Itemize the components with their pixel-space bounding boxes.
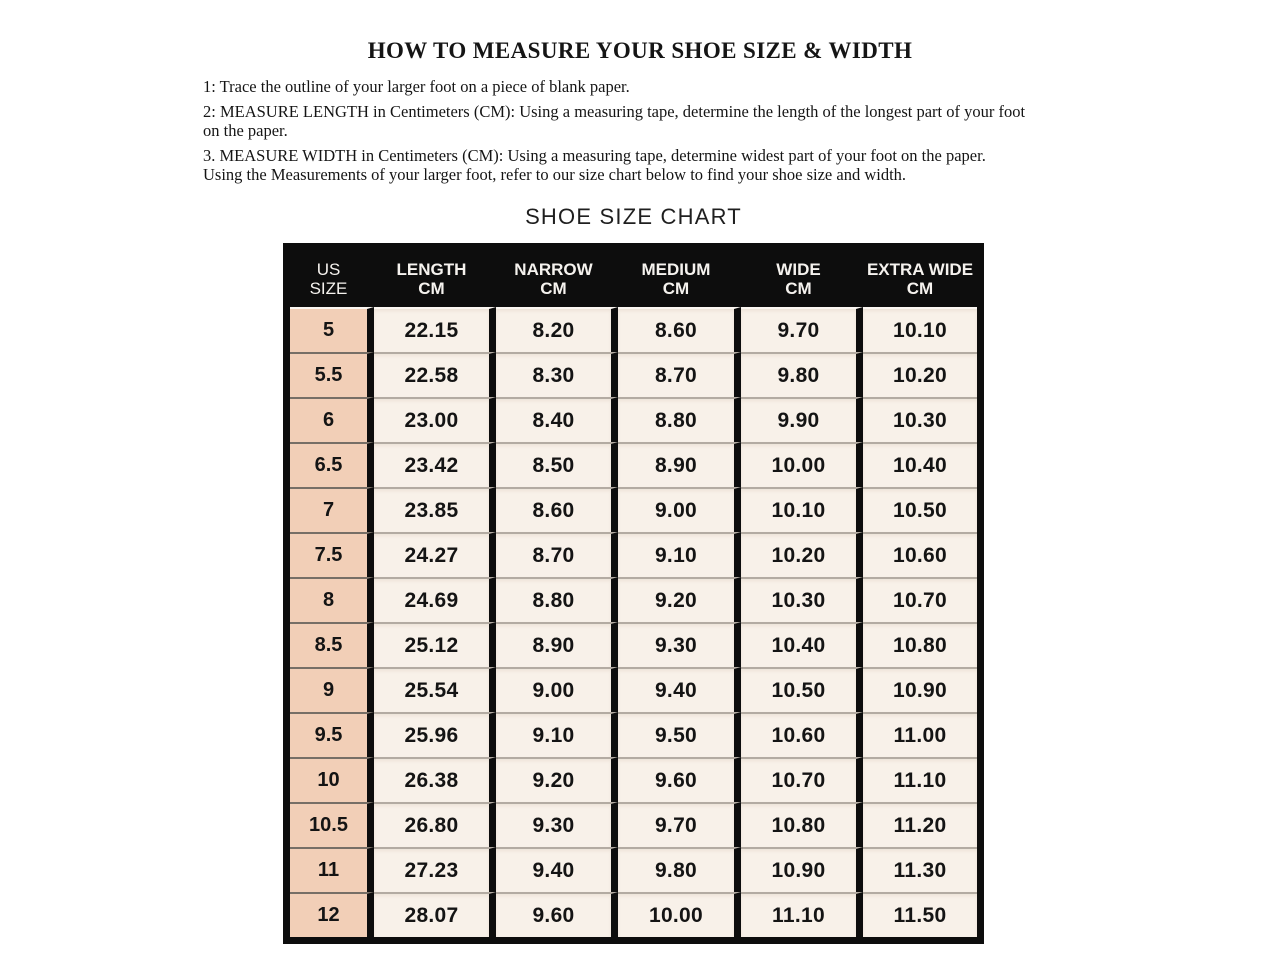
table-row [290, 802, 977, 847]
instruction-step-1: 1: Trace the outline of your larger foot on a piece of blank paper. [203, 77, 630, 96]
cell-narrow-cm: 8.90 [496, 622, 618, 667]
cell-extra-wide-cm: 10.90 [863, 667, 977, 712]
cell-medium-cm: 8.60 [618, 307, 741, 352]
table-row [290, 757, 977, 802]
cell-us-size: 11 [290, 847, 374, 892]
cell-narrow-cm: 8.50 [496, 442, 618, 487]
column-header-line: CM [418, 278, 445, 298]
cell-us-size: 6.5 [290, 442, 374, 487]
cell-narrow-cm: 8.30 [496, 352, 618, 397]
table-header-row [290, 250, 977, 307]
table-row [290, 397, 977, 442]
cell-wide-cm: 10.00 [741, 442, 863, 487]
cell-extra-wide-cm: 11.30 [863, 847, 977, 892]
cell-extra-wide-cm: 10.30 [863, 397, 977, 442]
cell-us-size: 8 [290, 577, 374, 622]
table-row [290, 712, 977, 757]
instruction-step-3: 3. MEASURE WIDTH in Centimeters (CM): Using a measuring tape, determine widest part of your foot on the paper. [203, 146, 986, 165]
cell-wide-cm: 10.90 [741, 847, 863, 892]
cell-length-cm: 25.12 [374, 622, 496, 667]
table-row [290, 532, 977, 577]
cell-wide-cm: 10.60 [741, 712, 863, 757]
column-header-line: US [316, 259, 341, 279]
instructions [203, 77, 1043, 184]
cell-extra-wide-cm: 10.50 [863, 487, 977, 532]
cell-wide-cm: 10.30 [741, 577, 863, 622]
cell-narrow-cm: 8.80 [496, 577, 618, 622]
cell-us-size: 9 [290, 667, 374, 712]
cell-medium-cm: 9.30 [618, 622, 741, 667]
cell-narrow-cm: 8.60 [496, 487, 618, 532]
cell-length-cm: 24.27 [374, 532, 496, 577]
column-header-line: NARROW [514, 259, 593, 279]
cell-length-cm: 22.58 [374, 352, 496, 397]
cell-narrow-cm: 8.70 [496, 532, 618, 577]
cell-length-cm: 23.42 [374, 442, 496, 487]
cell-narrow-cm: 9.40 [496, 847, 618, 892]
table-row [290, 487, 977, 532]
table-row [290, 352, 977, 397]
cell-length-cm: 26.38 [374, 757, 496, 802]
column-header-line: MEDIUM [641, 259, 711, 279]
cell-us-size: 10.5 [290, 802, 374, 847]
cell-medium-cm: 9.20 [618, 577, 741, 622]
cell-extra-wide-cm: 11.00 [863, 712, 977, 757]
cell-wide-cm: 10.10 [741, 487, 863, 532]
cell-medium-cm: 9.10 [618, 532, 741, 577]
cell-length-cm: 27.23 [374, 847, 496, 892]
cell-medium-cm: 9.50 [618, 712, 741, 757]
column-header-line: SIZE [309, 278, 348, 298]
cell-narrow-cm: 8.40 [496, 397, 618, 442]
cell-us-size: 5 [290, 307, 374, 352]
cell-wide-cm: 10.20 [741, 532, 863, 577]
table-row [290, 892, 977, 937]
cell-length-cm: 24.69 [374, 577, 496, 622]
cell-us-size: 9.5 [290, 712, 374, 757]
cell-extra-wide-cm: 10.70 [863, 577, 977, 622]
cell-us-size: 12 [290, 892, 374, 937]
cell-extra-wide-cm: 11.50 [863, 892, 977, 937]
cell-wide-cm: 10.70 [741, 757, 863, 802]
table-row [290, 307, 977, 352]
cell-us-size: 5.5 [290, 352, 374, 397]
cell-medium-cm: 9.00 [618, 487, 741, 532]
column-header-line: LENGTH [396, 259, 467, 279]
cell-narrow-cm: 9.60 [496, 892, 618, 937]
cell-us-size: 10 [290, 757, 374, 802]
column-header-line: CM [785, 278, 812, 298]
cell-narrow-cm: 8.20 [496, 307, 618, 352]
cell-extra-wide-cm: 10.80 [863, 622, 977, 667]
cell-length-cm: 22.15 [374, 307, 496, 352]
column-header-line: EXTRA WIDE [866, 259, 974, 279]
cell-us-size: 8.5 [290, 622, 374, 667]
cell-length-cm: 25.54 [374, 667, 496, 712]
table-row [290, 442, 977, 487]
cell-us-size: 6 [290, 397, 374, 442]
cell-wide-cm: 10.80 [741, 802, 863, 847]
cell-length-cm: 23.85 [374, 487, 496, 532]
cell-us-size: 7 [290, 487, 374, 532]
cell-narrow-cm: 9.30 [496, 802, 618, 847]
cell-extra-wide-cm: 10.20 [863, 352, 977, 397]
column-header-wide-cm [741, 250, 863, 307]
cell-extra-wide-cm: 10.10 [863, 307, 977, 352]
cell-extra-wide-cm: 10.60 [863, 532, 977, 577]
column-header-length-cm [374, 250, 496, 307]
cell-medium-cm: 8.80 [618, 397, 741, 442]
column-header-medium-cm [618, 250, 741, 307]
cell-wide-cm: 9.70 [741, 307, 863, 352]
shoe-size-table [283, 243, 984, 944]
cell-extra-wide-cm: 10.40 [863, 442, 977, 487]
cell-length-cm: 25.96 [374, 712, 496, 757]
cell-medium-cm: 9.70 [618, 802, 741, 847]
table-row [290, 667, 977, 712]
size-table-body [290, 307, 977, 937]
table-row [290, 847, 977, 892]
cell-wide-cm: 10.40 [741, 622, 863, 667]
column-header-us-size [290, 250, 374, 307]
cell-wide-cm: 9.90 [741, 397, 863, 442]
column-header-line: CM [540, 278, 567, 298]
cell-length-cm: 26.80 [374, 802, 496, 847]
cell-narrow-cm: 9.00 [496, 667, 618, 712]
cell-wide-cm: 11.10 [741, 892, 863, 937]
cell-medium-cm: 8.90 [618, 442, 741, 487]
cell-wide-cm: 9.80 [741, 352, 863, 397]
column-header-extra-wide-cm [863, 250, 977, 307]
instruction-step-2: 2: MEASURE LENGTH in Centimeters (CM): Using a measuring tape, determine the length of the longest part of your foot on the paper. [203, 102, 1026, 140]
cell-medium-cm: 10.00 [618, 892, 741, 937]
cell-extra-wide-cm: 11.10 [863, 757, 977, 802]
cell-medium-cm: 9.40 [618, 667, 741, 712]
table-row [290, 577, 977, 622]
instruction-note: Using the Measurements of your larger foot, refer to our size chart below to find your shoe size and width. [203, 165, 907, 184]
column-header-line: WIDE [776, 259, 821, 279]
cell-us-size: 7.5 [290, 532, 374, 577]
cell-medium-cm: 9.80 [618, 847, 741, 892]
cell-extra-wide-cm: 11.20 [863, 802, 977, 847]
chart-heading: SHOE SIZE CHART [525, 204, 742, 229]
column-header-narrow-cm [496, 250, 618, 307]
cell-wide-cm: 10.50 [741, 667, 863, 712]
page-title: HOW TO MEASURE YOUR SHOE SIZE & WIDTH [367, 38, 913, 63]
table-row [290, 622, 977, 667]
cell-length-cm: 23.00 [374, 397, 496, 442]
cell-narrow-cm: 9.10 [496, 712, 618, 757]
cell-medium-cm: 8.70 [618, 352, 741, 397]
cell-length-cm: 28.07 [374, 892, 496, 937]
cell-medium-cm: 9.60 [618, 757, 741, 802]
cell-narrow-cm: 9.20 [496, 757, 618, 802]
column-header-line: CM [906, 278, 934, 298]
column-header-line: CM [662, 278, 690, 298]
